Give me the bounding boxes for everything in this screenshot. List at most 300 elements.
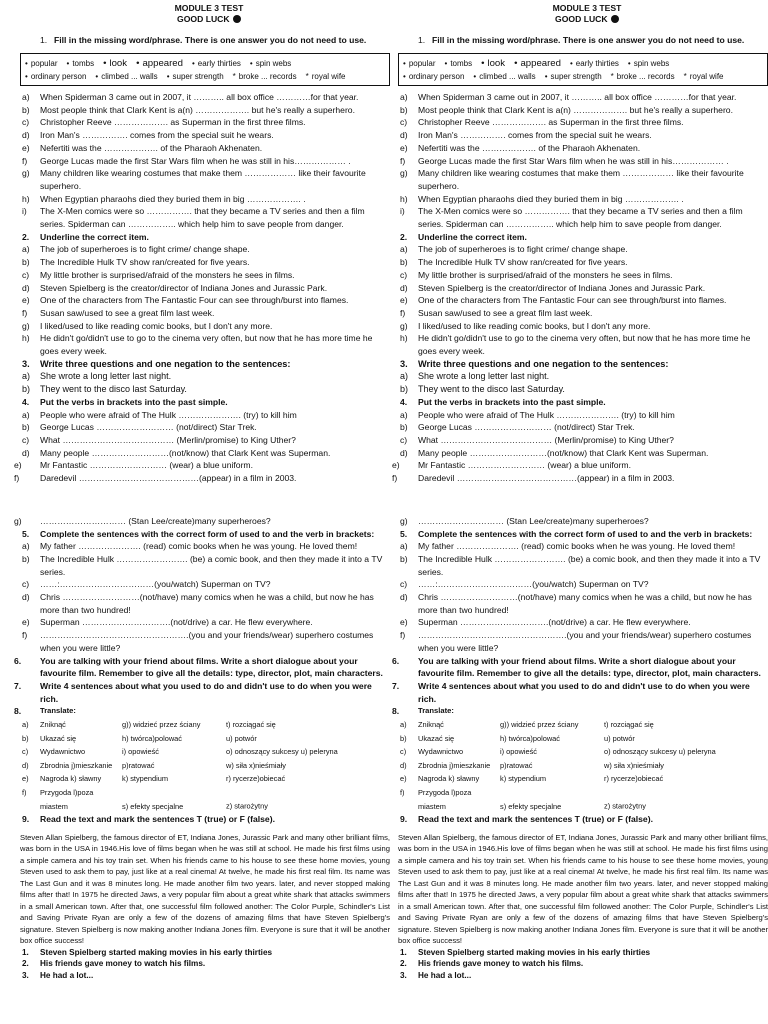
list-item xyxy=(20,142,390,155)
item-text: Susan saw/used to see a great film last week. xyxy=(40,307,215,318)
item-letter: c) xyxy=(400,269,408,280)
table-cell: r) rycerze)obiecać xyxy=(226,774,286,784)
list-item xyxy=(20,591,390,616)
item-letter: e) xyxy=(22,295,30,306)
list-item xyxy=(398,307,768,320)
word-option: • appeared xyxy=(514,57,561,70)
word-option: • popular xyxy=(403,57,436,70)
smiley-icon xyxy=(611,15,619,23)
item-letter: f) xyxy=(22,307,28,318)
table-cell: Nagroda k) sławny xyxy=(40,774,102,784)
worksheet-left-copy xyxy=(14,0,390,1024)
item-text: Superman ………………………….(not/drive) a car. He flew everywhere. xyxy=(40,617,313,628)
task-number: 8. xyxy=(14,706,22,717)
item-letter: f) xyxy=(392,473,398,484)
list-item xyxy=(398,629,768,654)
item-letter: a) xyxy=(22,244,30,255)
item-letter: d) xyxy=(22,130,30,141)
task-number: 5. xyxy=(400,528,408,539)
table-cell: r) rycerze)obiecać xyxy=(604,774,664,784)
table-cell: z) starożytny xyxy=(604,801,646,811)
item-text: The job of superheroes is to fight crime/ change shape. xyxy=(40,244,250,255)
task-number: 6. xyxy=(14,655,22,666)
word-option: • early thirties xyxy=(192,57,241,70)
item-letter: g) xyxy=(14,515,22,526)
item-text: One of the characters from The Fantastic Four can see through/burst into flames. xyxy=(418,295,727,306)
list-item xyxy=(398,947,768,959)
word-box-row xyxy=(403,70,763,83)
item-letter: b) xyxy=(22,104,30,115)
item-text: My father …………………. (read) comic books when he was young. He loved them! xyxy=(418,541,736,552)
item-letter: b) xyxy=(400,422,408,433)
list-item xyxy=(20,243,390,256)
item-letter: b) xyxy=(22,257,30,268)
task-number: 7. xyxy=(392,680,400,691)
list-item xyxy=(398,193,768,206)
table-cell: o) odnoszący sukcesy u) peleryna xyxy=(604,747,716,757)
list-item xyxy=(20,193,390,206)
task-instruction: Put the verbs in brackets into the past simple. xyxy=(418,396,606,407)
word-box-row xyxy=(25,57,385,70)
table-cell: s) efekty specjalne xyxy=(500,801,562,811)
item-text: What ………………………………… (Merlin/promise) to King Uther? xyxy=(40,434,296,445)
table-row xyxy=(398,745,768,759)
item-text: Most people think that Clark Kent is a(n) ………………. but he's really a superhero. xyxy=(418,104,733,115)
item-letter: a) xyxy=(400,244,408,255)
task-9-heading xyxy=(20,813,390,826)
item-text: Most people think that Clark Kent is a(n) ………………. but he's really a superhero. xyxy=(40,104,355,115)
table-row xyxy=(398,772,768,786)
table-cell: Zniknąć xyxy=(418,720,444,730)
item-text: ………………………… (Stan Lee/create)many superheroes? xyxy=(40,515,271,526)
table-cell: g)) widzieć przez ściany xyxy=(122,720,201,730)
task-number: 6. xyxy=(392,655,400,666)
item-letter: c) xyxy=(400,579,408,590)
item-letter: h) xyxy=(400,193,408,204)
item-letter: f) xyxy=(400,788,405,798)
task-instruction: Fill in the missing word/phrase. There is one answer you do not need to use. xyxy=(432,35,745,45)
item-letter: e) xyxy=(22,142,30,153)
item-letter: c) xyxy=(400,117,408,128)
list-item xyxy=(398,970,768,982)
list-item xyxy=(398,553,768,578)
statements-list xyxy=(20,947,390,982)
word-option: • climbed ... walls xyxy=(95,70,157,83)
list-item xyxy=(398,167,768,192)
item-letter: b) xyxy=(400,257,408,268)
table-cell: Zbrodnia j)mieszkanie xyxy=(40,760,113,770)
item-letter: a) xyxy=(22,541,30,552)
item-letter: a) xyxy=(22,371,31,382)
item-number: 1. xyxy=(400,947,407,957)
item-letter: b) xyxy=(400,384,409,395)
task-2-heading xyxy=(398,231,768,244)
item-letter: c) xyxy=(22,579,30,590)
list-item xyxy=(398,205,768,230)
list-item xyxy=(20,104,390,117)
word-option: • look xyxy=(481,57,505,70)
table-row xyxy=(20,786,390,813)
task-5-heading xyxy=(20,528,390,541)
item-letter: e) xyxy=(400,142,408,153)
translate-table xyxy=(398,718,768,813)
item-letter: f) xyxy=(22,155,28,166)
item-text: Steven Spielberg started making movies in his early thirties xyxy=(418,947,651,957)
word-option: • super strength xyxy=(545,70,602,83)
list-item xyxy=(398,269,768,282)
list-item xyxy=(20,91,390,104)
task-number: 2. xyxy=(22,231,30,242)
good-luck-text: GOOD LUCK xyxy=(177,14,230,24)
item-letter: b) xyxy=(22,553,30,564)
item-text: The X-Men comics were so ……………. that they became a TV series and then a film series. Spiderman can …………….. which help him to save people from danger. xyxy=(418,206,743,230)
table-row xyxy=(20,745,390,759)
item-letter: b) xyxy=(22,422,30,433)
list-item xyxy=(20,616,390,629)
list-item xyxy=(398,129,768,142)
item-text: Daredevil ……………………………………(appear) in a film in 2003. xyxy=(40,473,297,484)
list-item xyxy=(20,307,390,320)
item-letter: c) xyxy=(400,434,408,445)
table-cell: t) rozciągać się xyxy=(226,720,276,730)
list-item xyxy=(398,383,768,396)
item-letter: c) xyxy=(22,434,30,445)
item-text: Daredevil ……………………………………(appear) in a film in 2003. xyxy=(418,473,675,484)
item-text: Many children like wearing costumes that make them ……………… like their favourite superhero. xyxy=(418,168,744,191)
item-letter: f) xyxy=(14,473,20,484)
word-box-row xyxy=(25,70,385,83)
task-instruction: Complete the sentences with the correct form of used to and the verb in brackets: xyxy=(418,528,753,539)
item-text: Susan saw/used to see a great film last week. xyxy=(418,307,593,318)
item-letter: a) xyxy=(400,541,408,552)
reading-text: Steven Allan Spielberg, the famous director of ET, Indiana Jones, Jurassic Park and many other brilliant films, was born in the USA in 1946.His love of films began when he was still at school. He made his first films using a simple camera and his toy train set. When his friends came to his house to see these home movies, young Steven used to ask them to pay, just like at a real cinema! At twelve, he made his first real film. Its name was The Last Gun and it was 8 minutes long. He made another film two years. later, and never stopped making films after that! In 1975 he directed Jaws, a very popular film about a great white shark that attacks swimmers in a small American town. After that, one successful film followed another: The Color Purple, Schindler's List and Saving Private Ryan are only a few of the dozens of amazing films that have Steven Spielberg's signature. Steven Spielberg is now making another Indiana Jones film. Everyone is sure that it will be another box office success! xyxy=(398,832,768,946)
item-text: Nefertiti was the ………………. of the Pharaoh Akhenaten. xyxy=(418,142,641,153)
word-option: • climbed ... walls xyxy=(473,70,535,83)
task-4-heading xyxy=(20,396,390,409)
list-item xyxy=(398,116,768,129)
table-cell: i) opowieść xyxy=(500,747,537,757)
item-letter: d) xyxy=(22,447,30,458)
word-option: • spin webs xyxy=(250,57,291,70)
item-letter: a) xyxy=(22,409,30,420)
word-option: * broke ... records xyxy=(233,70,297,83)
item-letter: c) xyxy=(400,747,407,757)
item-letter: f) xyxy=(400,630,406,641)
table-cell: w) siła x)nieśmiały xyxy=(226,760,286,770)
list-item xyxy=(398,91,768,104)
task-number: 5. xyxy=(22,528,30,539)
list-item xyxy=(20,269,390,282)
task-instruction: Fill in the missing word/phrase. There is one answer you do not need to use. xyxy=(54,35,367,45)
table-cell: Przygoda l)poza miastem xyxy=(418,788,472,811)
item-letter: a) xyxy=(22,720,29,730)
task-instruction: Write three questions and one negation to the sentences: xyxy=(418,358,669,369)
table-cell: i) opowieść xyxy=(122,747,159,757)
task-1-heading xyxy=(20,34,390,46)
list-item xyxy=(20,205,390,230)
item-text: Many people ………………………(not/know) that Clark Kent was Superman. xyxy=(418,447,709,458)
task-instruction: You are talking with your friend about films. Write a short dialogue about your favourite film. Remember to give all the details: type, director, plot, main characters. xyxy=(418,655,761,679)
task-number: 7. xyxy=(14,680,22,691)
item-letter: i) xyxy=(400,206,405,217)
table-row xyxy=(398,786,768,813)
item-text: Many people ………………………(not/know) that Clark Kent was Superman. xyxy=(40,447,331,458)
item-letter: g) xyxy=(400,320,408,331)
item-letter: d) xyxy=(22,760,29,770)
item-letter: b) xyxy=(22,733,29,743)
table-cell: Ukazać się xyxy=(40,733,77,743)
table-cell: Zniknąć xyxy=(40,720,66,730)
task-number: 1. xyxy=(418,35,426,45)
table-row xyxy=(20,732,390,746)
item-text: He had a lot... xyxy=(40,970,94,980)
task-7-heading xyxy=(392,680,768,705)
item-letter: h) xyxy=(22,333,30,344)
list-item xyxy=(398,447,768,460)
task-6-heading xyxy=(392,655,768,680)
list-item xyxy=(20,155,390,168)
list-item xyxy=(392,472,768,485)
table-cell: Nagroda k) sławny xyxy=(418,774,480,784)
good-luck-line xyxy=(398,14,768,25)
item-text: George Lucas ……………………… (not/direct) Star Trek. xyxy=(40,422,257,433)
task-1-items xyxy=(398,91,768,231)
table-row xyxy=(398,759,768,773)
item-text: Chris ………………………(not/have) many comics when he was a child, but now he has more than two hundred! xyxy=(40,592,374,615)
item-text: George Lucas made the first Star Wars film when he was still in his……………… . xyxy=(40,155,351,166)
task-instruction: Write 4 sentences about what you used to do and didn't use to do when you were rich. xyxy=(418,680,750,704)
item-text: Superman ………………………….(not/drive) a car. He flew everywhere. xyxy=(418,617,691,628)
item-text: Chris ………………………(not/have) many comics when he was a child, but now he has more than two hundred! xyxy=(418,592,752,615)
task-7-heading xyxy=(14,680,390,705)
item-text: ………………………… (Stan Lee/create)many superheroes? xyxy=(418,515,649,526)
item-text: The job of superheroes is to fight crime/ change shape. xyxy=(418,244,628,255)
item-text: They went to the disco last Saturday. xyxy=(40,384,187,395)
item-letter: f) xyxy=(400,155,406,166)
item-text: His friends gave money to watch his films. xyxy=(40,959,206,969)
task-6-heading xyxy=(14,655,390,680)
item-letter: c) xyxy=(22,269,30,280)
list-item xyxy=(398,155,768,168)
list-item xyxy=(20,540,390,553)
task-instruction: Write 4 sentences about what you used to do and didn't use to do when you were rich. xyxy=(40,680,372,704)
list-item xyxy=(14,472,390,485)
task-instruction: Read the text and mark the sentences T (true) or F (false). xyxy=(40,814,275,825)
list-item xyxy=(20,447,390,460)
task-number: 9. xyxy=(400,814,408,825)
item-letter: a) xyxy=(22,92,30,102)
list-item xyxy=(398,256,768,269)
list-item xyxy=(14,515,390,528)
list-item xyxy=(398,243,768,256)
item-text: Steven Spielberg is the creator/director of Indiana Jones and Jurassic Park. xyxy=(418,282,706,293)
item-letter: d) xyxy=(400,760,407,770)
item-text: …………………………………………….(you and your friends/wear) superhero costumes when you were little? xyxy=(418,630,752,653)
task-instruction: Translate: xyxy=(418,706,454,716)
page-title: MODULE 3 TEST xyxy=(552,3,622,13)
item-letter: d) xyxy=(400,447,408,458)
list-item xyxy=(14,459,390,472)
task-number: 3. xyxy=(400,358,408,369)
reading-text: Steven Allan Spielberg, the famous director of ET, Indiana Jones, Jurassic Park and many other brilliant films, was born in the USA in 1946.His love of films began when he was still at school. He made his first films using a simple camera and his toy train set. When his friends came to his house to see these home movies, young Steven used to ask them to pay, just like at a real cinema! At twelve, he made his first real film. Its name was The Last Gun and it was 8 minutes long. He made another film two years. later, and never stopped making films after that! In 1975 he directed Jaws, a very popular film about a great white shark that attacks swimmers in a small American town. After that, one successful film followed another: The Color Purple, Schindler's List and Saving Private Ryan are only a few of the dozens of amazing films that have Steven Spielberg's signature. Steven Spielberg is now making another Indiana Jones film. Everyone is sure that it will be another box office success! xyxy=(20,832,390,946)
task-number: 1. xyxy=(40,35,48,45)
word-option: • popular xyxy=(25,57,58,70)
task-number: 4. xyxy=(400,396,408,407)
item-letter: f) xyxy=(22,630,28,641)
task-number: 9. xyxy=(22,814,30,825)
list-item xyxy=(398,578,768,591)
list-item xyxy=(20,421,390,434)
task-instruction: You are talking with your friend about films. Write a short dialogue about your favourite film. Remember to give all the details: type, director, plot, main characters. xyxy=(40,655,383,679)
item-number: 1. xyxy=(22,947,29,957)
item-text: Many children like wearing costumes that make them ……………… like their favourite superhero. xyxy=(40,168,366,191)
list-item xyxy=(20,129,390,142)
list-item xyxy=(398,409,768,422)
item-number: 2. xyxy=(400,959,407,969)
item-letter: i) xyxy=(22,206,27,217)
item-text: Christopher Reeve ………………. as Superman in the first three films. xyxy=(40,117,306,128)
table-cell: k) stypendium xyxy=(500,774,547,784)
item-text: They went to the disco last Saturday. xyxy=(418,384,565,395)
item-text: Iron Man's ……………. comes from the special suit he wears. xyxy=(40,130,274,141)
task-instruction: Read the text and mark the sentences T (true) or F (false). xyxy=(418,814,653,825)
item-text: When Spiderman 3 came out in 2007, it ……….. all box office …………for that year. xyxy=(40,92,359,102)
item-text: The Incredible Hulk ……………………. (be) a comic book, and then they made it into a TV series. xyxy=(40,553,383,577)
task-instruction: Translate: xyxy=(40,706,76,716)
task-8-heading xyxy=(14,705,390,718)
task-instruction: Underline the correct item. xyxy=(418,231,527,242)
item-text: The X-Men comics were so ……………. that they became a TV series and then a film series. Spiderman can …………….. which help him to save people from danger. xyxy=(40,206,365,230)
item-text: …………………………………………….(you and your friends/wear) superhero costumes when you were little? xyxy=(40,630,374,653)
list-item xyxy=(398,332,768,357)
item-letter: d) xyxy=(400,282,408,293)
item-letter: d) xyxy=(22,592,30,603)
table-cell: o) odnoszący sukcesy u) peleryna xyxy=(226,747,338,757)
list-item xyxy=(20,282,390,295)
table-cell: Wydawnictwo xyxy=(418,747,464,757)
item-letter: g) xyxy=(400,515,408,526)
item-letter: b) xyxy=(400,553,408,564)
item-text: ……:……………………………(you/watch) Superman on TV? xyxy=(418,579,649,590)
item-text: People who were afraid of The Hulk …………………. (try) to kill him xyxy=(40,409,297,420)
list-item xyxy=(398,421,768,434)
item-text: She wrote a long letter last night. xyxy=(40,371,172,382)
item-text: Nefertiti was the ………………. of the Pharaoh Akhenaten. xyxy=(40,142,263,153)
list-item xyxy=(20,970,390,982)
list-item xyxy=(20,294,390,307)
item-text: My little brother is surprised/afraid of the monsters he sees in films. xyxy=(40,269,295,280)
item-letter: b) xyxy=(400,733,407,743)
word-box xyxy=(20,53,390,86)
word-option: • ordinary person xyxy=(403,70,464,83)
item-text: Christopher Reeve ………………. as Superman in the first three films. xyxy=(418,117,684,128)
item-letter: f) xyxy=(22,788,27,798)
table-cell: t) rozciągać się xyxy=(604,720,654,730)
table-cell: Zbrodnia j)mieszkanie xyxy=(418,760,491,770)
item-text: One of the characters from The Fantastic Four can see through/burst into flames. xyxy=(40,295,349,306)
list-item xyxy=(20,958,390,970)
item-letter: a) xyxy=(400,92,408,102)
item-text: My little brother is surprised/afraid of the monsters he sees in films. xyxy=(418,269,673,280)
item-number: 3. xyxy=(22,970,29,980)
task-instruction: Complete the sentences with the correct form of used to and the verb in brackets: xyxy=(40,528,375,539)
task-number: 3. xyxy=(22,358,30,369)
table-cell: u) potwór xyxy=(604,733,635,743)
task-number: 4. xyxy=(22,396,30,407)
task-1-items xyxy=(20,91,390,231)
item-text: Mr Fantastic ……………………… (wear) a blue uniform. xyxy=(40,460,253,471)
word-option: • look xyxy=(103,57,127,70)
word-box xyxy=(398,53,768,86)
page-title: MODULE 3 TEST xyxy=(174,3,244,13)
list-item xyxy=(20,553,390,578)
table-row xyxy=(20,718,390,732)
item-text: Steven Spielberg started making movies in his early thirties xyxy=(40,947,273,957)
list-item xyxy=(398,616,768,629)
task-4-heading xyxy=(398,396,768,409)
list-item xyxy=(20,320,390,333)
list-item xyxy=(20,629,390,654)
list-item xyxy=(398,294,768,307)
task-instruction: Put the verbs in brackets into the past simple. xyxy=(40,396,228,407)
item-letter: g) xyxy=(400,168,408,179)
item-text: She wrote a long letter last night. xyxy=(418,371,550,382)
task-instruction: Underline the correct item. xyxy=(40,231,149,242)
table-row xyxy=(20,772,390,786)
list-item xyxy=(398,370,768,383)
worksheet-right-copy xyxy=(392,0,768,1024)
task-number: 8. xyxy=(392,706,400,717)
item-letter: d) xyxy=(400,592,408,603)
word-option: * royal wife xyxy=(306,70,346,83)
table-cell: p)ratować xyxy=(122,760,155,770)
item-text: George Lucas made the first Star Wars film when he was still in his……………… . xyxy=(418,155,729,166)
list-item xyxy=(398,958,768,970)
item-text: Mr Fantastic ……………………… (wear) a blue uniform. xyxy=(418,460,631,471)
table-cell: g)) widzieć przez ściany xyxy=(500,720,579,730)
list-item xyxy=(20,370,390,383)
item-letter: e) xyxy=(22,617,30,628)
item-letter: e) xyxy=(400,617,408,628)
table-cell: Wydawnictwo xyxy=(40,747,86,757)
item-text: ……:……………………………(you/watch) Superman on TV? xyxy=(40,579,271,590)
item-text: His friends gave money to watch his films. xyxy=(418,959,584,969)
item-text: Steven Spielberg is the creator/director of Indiana Jones and Jurassic Park. xyxy=(40,282,328,293)
item-text: When Spiderman 3 came out in 2007, it ……….. all box office …………for that year. xyxy=(418,92,737,102)
table-row xyxy=(20,759,390,773)
item-letter: a) xyxy=(400,720,407,730)
item-letter: a) xyxy=(400,409,408,420)
item-text: The Incredible Hulk TV show ran/created for five years. xyxy=(40,257,250,268)
item-letter: f) xyxy=(400,307,406,318)
item-letter: e) xyxy=(14,460,22,471)
table-cell: s) efekty specjalne xyxy=(122,801,184,811)
list-item xyxy=(398,515,768,528)
list-item xyxy=(398,142,768,155)
item-letter: h) xyxy=(22,193,30,204)
list-item xyxy=(398,434,768,447)
item-text: Iron Man's ……………. comes from the special suit he wears. xyxy=(418,130,652,141)
item-letter: a) xyxy=(400,371,409,382)
list-item xyxy=(20,116,390,129)
task-3-heading xyxy=(398,358,768,371)
list-item xyxy=(20,578,390,591)
list-item xyxy=(20,167,390,192)
good-luck-line xyxy=(20,14,390,25)
item-text: People who were afraid of The Hulk …………………. (try) to kill him xyxy=(418,409,675,420)
item-letter: d) xyxy=(22,282,30,293)
item-number: 2. xyxy=(22,959,29,969)
